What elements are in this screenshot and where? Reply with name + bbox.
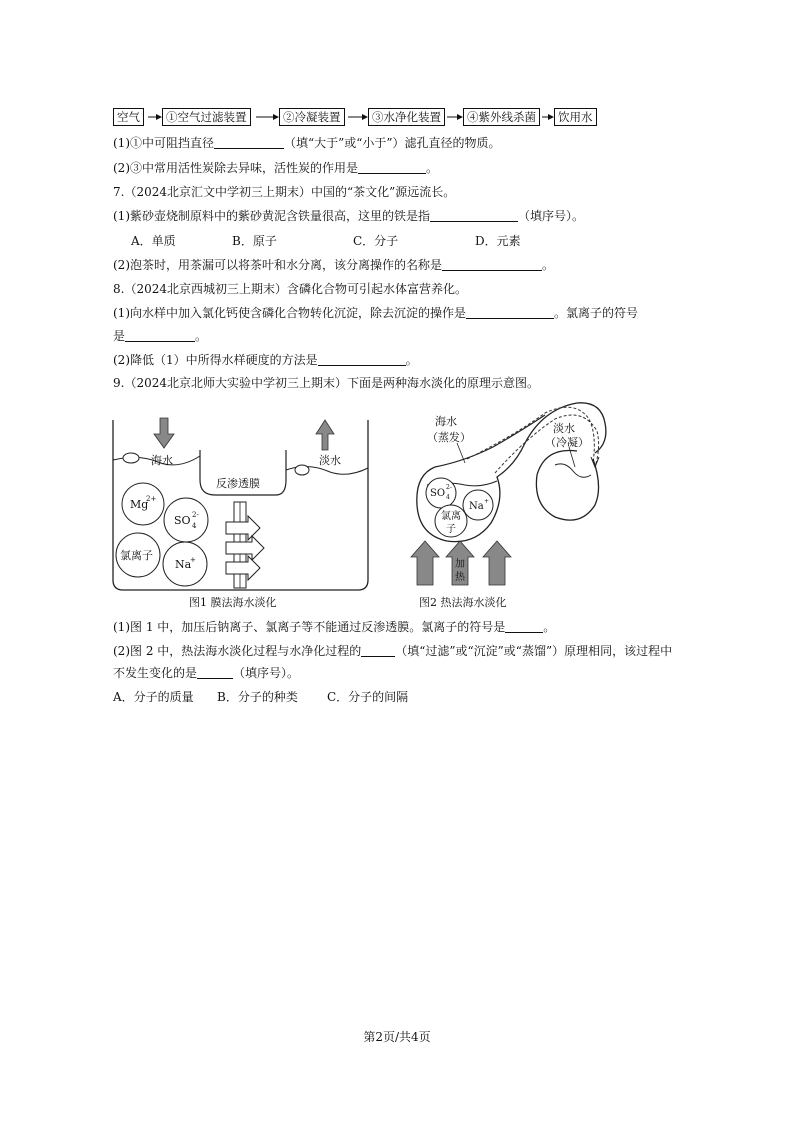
answer-blank[interactable] <box>197 666 233 679</box>
heat-arrow-icon <box>483 541 511 585</box>
receiver-water-surface <box>555 464 591 477</box>
q6-part2-tail: 。 <box>426 161 439 175</box>
q9-part2-text: (2)图 2 中，热法海水淡化过程与水净化过程的 <box>113 644 362 658</box>
so4-label: SO <box>174 514 191 527</box>
fig2-caption: 图2 热法海水淡化 <box>419 596 507 609</box>
q8-part2-tail: 。 <box>405 353 418 367</box>
q8-part1-text: (1)向水样中加入氯化钙使含磷化合物转化沉淀，除去沉淀的操作是 <box>113 306 467 320</box>
chloride-label: 氯离子 <box>120 549 153 562</box>
answer-blank[interactable] <box>442 258 542 271</box>
pressure-arrow-icon <box>154 418 174 448</box>
mg-label: Mg <box>130 498 149 511</box>
fig2-seawater-label: 海水 <box>435 415 457 428</box>
q9-title: 9.（2024北京北师大实验中学初三上期末）下面是两种海水淡化的原理示意图。 <box>113 376 539 390</box>
flow-arrows <box>0 0 794 140</box>
q8-part1 <box>113 305 638 321</box>
q8-part1-tail: 。氯离子的符号 <box>554 306 639 320</box>
q7-part2-text: (2)泡茶时，用茶漏可以将茶叶和水分离，该分离操作的名称是 <box>113 258 443 272</box>
q6-part1-text: (1)①中可阻挡直径 <box>113 136 214 150</box>
q7-part2 <box>113 257 554 273</box>
q9-options <box>113 689 408 705</box>
receiver-flask-outline <box>536 451 598 521</box>
blob <box>295 465 309 475</box>
heat-arrow-icon <box>411 541 439 585</box>
q9-option-a: A．分子的质量 <box>113 690 194 704</box>
figure2-thermal-desalination <box>405 395 620 615</box>
q6-part2-text: (2)③中常用活性炭除去异味，活性炭的作用是 <box>113 161 358 175</box>
answer-blank[interactable] <box>358 161 426 174</box>
q9-option-b: B．分子的种类 <box>217 690 298 704</box>
fig2-heat-label-1: 加 <box>455 559 465 570</box>
q7-part2-tail: 。 <box>542 258 555 272</box>
q9-part2-tail: （填“过滤”或“沉淀”或“蒸馏”）原理相同，该过程中 <box>395 644 673 658</box>
answer-blank[interactable] <box>125 329 195 342</box>
blob <box>123 453 139 463</box>
q8-title: 8.（2024北京西城初三上期末）含磷化合物可引起水体富营养化。 <box>113 282 467 296</box>
answer-blank[interactable] <box>214 136 284 149</box>
answer-blank[interactable] <box>430 209 518 222</box>
fig1-freshwater-label: 淡水 <box>319 454 341 467</box>
q7-option-a: A．单质 <box>131 234 176 248</box>
flow-box-condenser: ②冷凝装置 <box>279 108 345 126</box>
answer-blank[interactable] <box>466 306 554 319</box>
mg-charge: 2+ <box>146 495 157 503</box>
page-footer: 第2页/共4页 <box>363 1030 431 1044</box>
flow-box-drinking-water: 饮用水 <box>554 108 597 126</box>
fig2-na-label: Na <box>469 501 484 512</box>
q7-part1-text: (1)紫砂壶烧制原料中的紫砂黄泥含铁量很高，这里的铁是指 <box>113 209 431 223</box>
so4-subscript: 4 <box>192 522 197 530</box>
figure1-membrane-desalination <box>108 410 378 615</box>
q9-part2 <box>113 643 672 659</box>
answer-blank[interactable] <box>361 644 395 657</box>
na-charge: + <box>190 556 196 564</box>
q9-part1-tail: 。 <box>543 620 556 634</box>
q7-option-c: C．分子 <box>353 234 399 248</box>
q8-part1-cont-tail: 。 <box>195 329 208 343</box>
so4-charge: 2- <box>192 511 199 519</box>
q7-part1 <box>113 208 584 224</box>
q7-options <box>131 233 521 249</box>
fig2-so4-charge: 2- <box>446 484 452 491</box>
q8-part1-cont-text: 是 <box>113 329 126 343</box>
q9-part2-cont <box>113 665 299 681</box>
fig2-na-charge: + <box>484 498 490 505</box>
fig2-chloride-label-1: 氯离 <box>441 511 461 522</box>
output-arrow-icon <box>316 420 334 450</box>
flow-box-uv: ④紫外线杀菌 <box>463 108 540 126</box>
q7-option-d: D．元素 <box>475 234 521 248</box>
na-label: Na <box>175 558 192 571</box>
q6-part2 <box>113 160 438 176</box>
q9-option-c: C．分子的间隔 <box>327 690 409 704</box>
q7-part1-tail: （填序号）。 <box>518 209 585 223</box>
fig2-so4-label: SO <box>430 488 446 499</box>
fig2-fresh-label: 淡水 <box>553 422 575 435</box>
fig2-cond-label: （冷凝） <box>545 436 589 449</box>
q8-part2 <box>113 352 418 368</box>
q6-part1-tail: （填“大于”或“小于”）滤孔直径的物质。 <box>284 136 501 150</box>
q9-part1-text: (1)图 1 中，加压后钠离子、氯离子等不能通过反渗透膜。氯离子的符号是 <box>113 620 506 634</box>
q9-part1 <box>113 619 555 635</box>
answer-blank[interactable] <box>318 353 406 366</box>
fig1-membrane-label: 反渗透膜 <box>216 477 260 490</box>
q8-part1-cont <box>113 328 207 344</box>
q6-part1 <box>113 135 501 151</box>
fig2-so4-subscript: 4 <box>446 494 450 501</box>
q8-part2-text: (2)降低（1）中所得水样硬度的方法是 <box>113 353 318 367</box>
answer-blank[interactable] <box>505 620 543 633</box>
q7-title: 7.（2024北京汇文中学初三上期末）中国的“茶文化”源远流长。 <box>113 185 456 199</box>
fig2-chloride-label-2: 子 <box>446 524 456 535</box>
flow-box-filter: ①空气过滤装置 <box>162 108 251 126</box>
flow-box-air: 空气 <box>113 108 144 126</box>
fig1-caption: 图1 膜法海水淡化 <box>189 596 277 609</box>
q9-part2-cont-text: 不发生变化的是 <box>113 666 198 680</box>
q7-option-b: B．原子 <box>232 234 277 248</box>
fig2-evap-label: （蒸发） <box>427 431 471 444</box>
fig1-seawater-label: 海水 <box>151 454 173 467</box>
flow-box-purifier: ③水净化装置 <box>368 108 445 126</box>
fig2-heat-label-2: 热 <box>455 572 465 583</box>
q9-part2-cont-tail: （填序号）。 <box>233 666 300 680</box>
